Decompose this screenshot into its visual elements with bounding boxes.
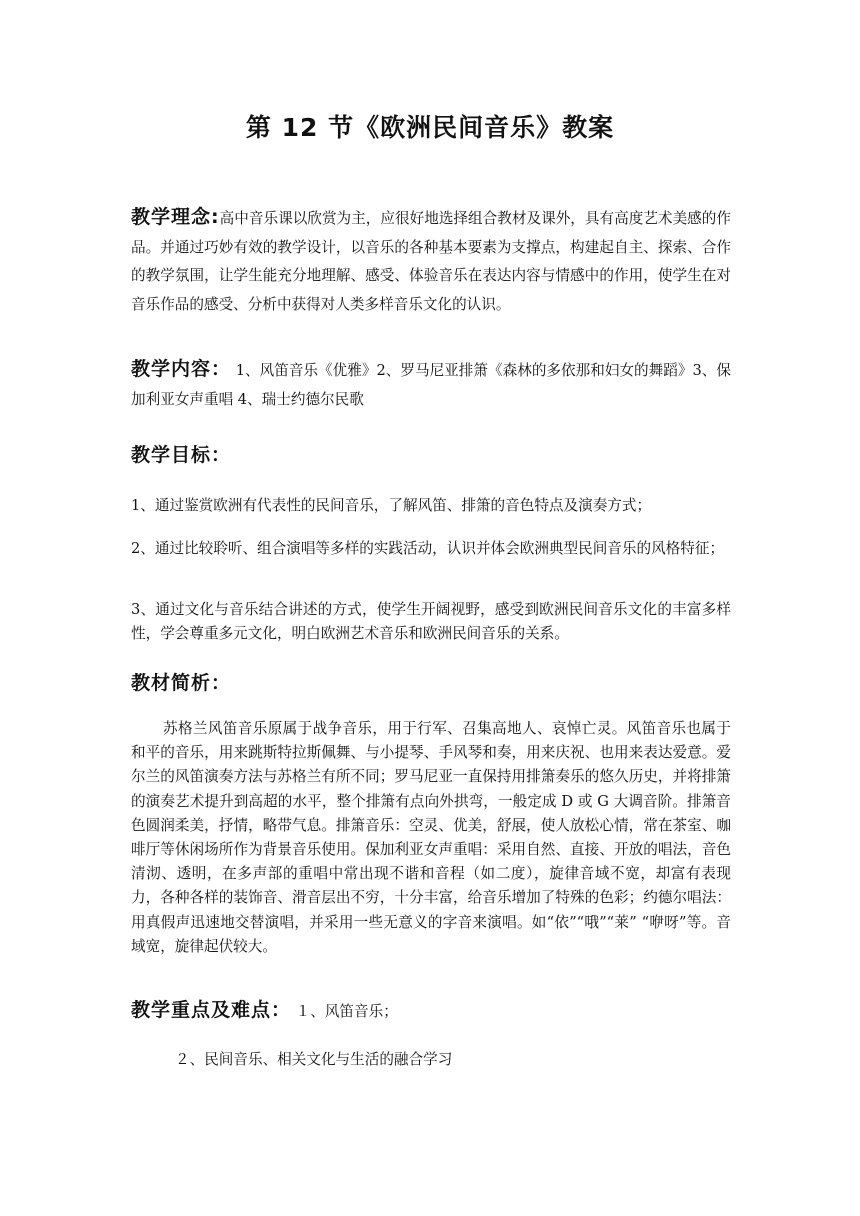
philosophy-paragraph: [131, 203, 731, 319]
goals-heading-block: [131, 440, 731, 467]
goal-item: 2、通过比较聆听、组合演唱等多样的实践活动，认识并体会欧洲典型民间音乐的风格特征；: [131, 540, 725, 557]
key-points-heading: 教学重点及难点：: [131, 999, 292, 1021]
key-point-item-2: ２、民间音乐、相关文化与生活的融合学习: [175, 1051, 453, 1068]
goal-item-3-block: [131, 598, 731, 646]
analysis-heading-block: [131, 668, 731, 695]
goal-item: 1、通过鉴赏欧洲有代表性的民间音乐，了解风笛、排箫的音色特点及演奏方式；: [131, 497, 652, 514]
key-points-paragraph: [131, 996, 731, 1027]
content-paragraph: [131, 355, 731, 414]
philosophy-heading: 教学理念:: [131, 206, 220, 228]
key-point-item-1: １、风笛音乐；: [291, 1003, 398, 1020]
goals-heading: 教学目标：: [131, 444, 232, 466]
content-section: [131, 355, 731, 414]
analysis-heading: 教材简析：: [131, 672, 232, 694]
goal-item-1-block: [131, 494, 731, 518]
philosophy-text: 高中音乐课以欣赏为主，应很好地选择组合教材及课外，具有高度艺术美感的作品。并通过巧妙有效的教学设计，以音乐的各种基本要素为支撑点，构建起自主、探索、合作的教学氛围，让学生能充分地理解、感受、体验音乐在表达内容与情感中的作用，使学生在对音乐作品的感受、分析中获得对人类多样音乐文化的认识。: [131, 210, 731, 313]
key-points-section: [131, 996, 731, 1027]
content-text: 1、风笛音乐《优雅》2、罗马尼亚排箫《森林的多依那和妇女的舞蹈》3、保加利亚女声重唱 4、瑞士约德尔民歌: [131, 362, 731, 408]
goal-item-2-block: [131, 537, 731, 561]
content-heading: 教学内容：: [131, 358, 232, 380]
analysis-body-block: [131, 717, 731, 959]
analysis-paragraph: 苏格兰风笛音乐原属于战争音乐，用于行军、召集高地人、哀悼亡灵。风笛音乐也属于和平的音乐，用来跳斯特拉斯佩舞、与小提琴、手风琴和奏，用来庆祝、也用来表达爱意。爱尔兰的风笛演奏方法与苏格兰有所不同；罗马尼亚一直保持用排箫奏乐的悠久历史，并将排箫的演奏艺术提升到高超的水平，整个排箫有点向外拱弯，一般定成 D 或 G 大调音阶。排箫音色圆润柔美，抒情，略带气息。排箫音乐：空灵、优美，舒展，使人放松心情，常在茶室、咖啡厅等休闲场所作为背景音乐使用。保加利亚女声重唱：采用自然、直接、开放的唱法，音色清沏、透明，在多声部的重唱中常出现不谐和音程（如二度），旋律音域不宽，却富有表现力，各种各样的装饰音、滑音层出不穷，十分丰富，给音乐增加了特殊的色彩；约德尔唱法：用真假声迅速地交替演唱，并采用一些无意义的字音来演唱。如“依”“哦”“莱” “咿呀”等。音域宽，旋律起伏较大。: [131, 720, 731, 955]
philosophy-section: [131, 203, 731, 319]
document-title: 第 12 节《欧洲民间音乐》教案: [245, 113, 615, 142]
key-point-item-2-block: [175, 1048, 735, 1072]
goal-item: 3、通过文化与音乐结合讲述的方式，使学生开阔视野，感受到欧洲民间音乐文化的丰富多样性，学会尊重多元文化，明白欧洲艺术音乐和欧洲民间音乐的关系。: [131, 601, 731, 642]
